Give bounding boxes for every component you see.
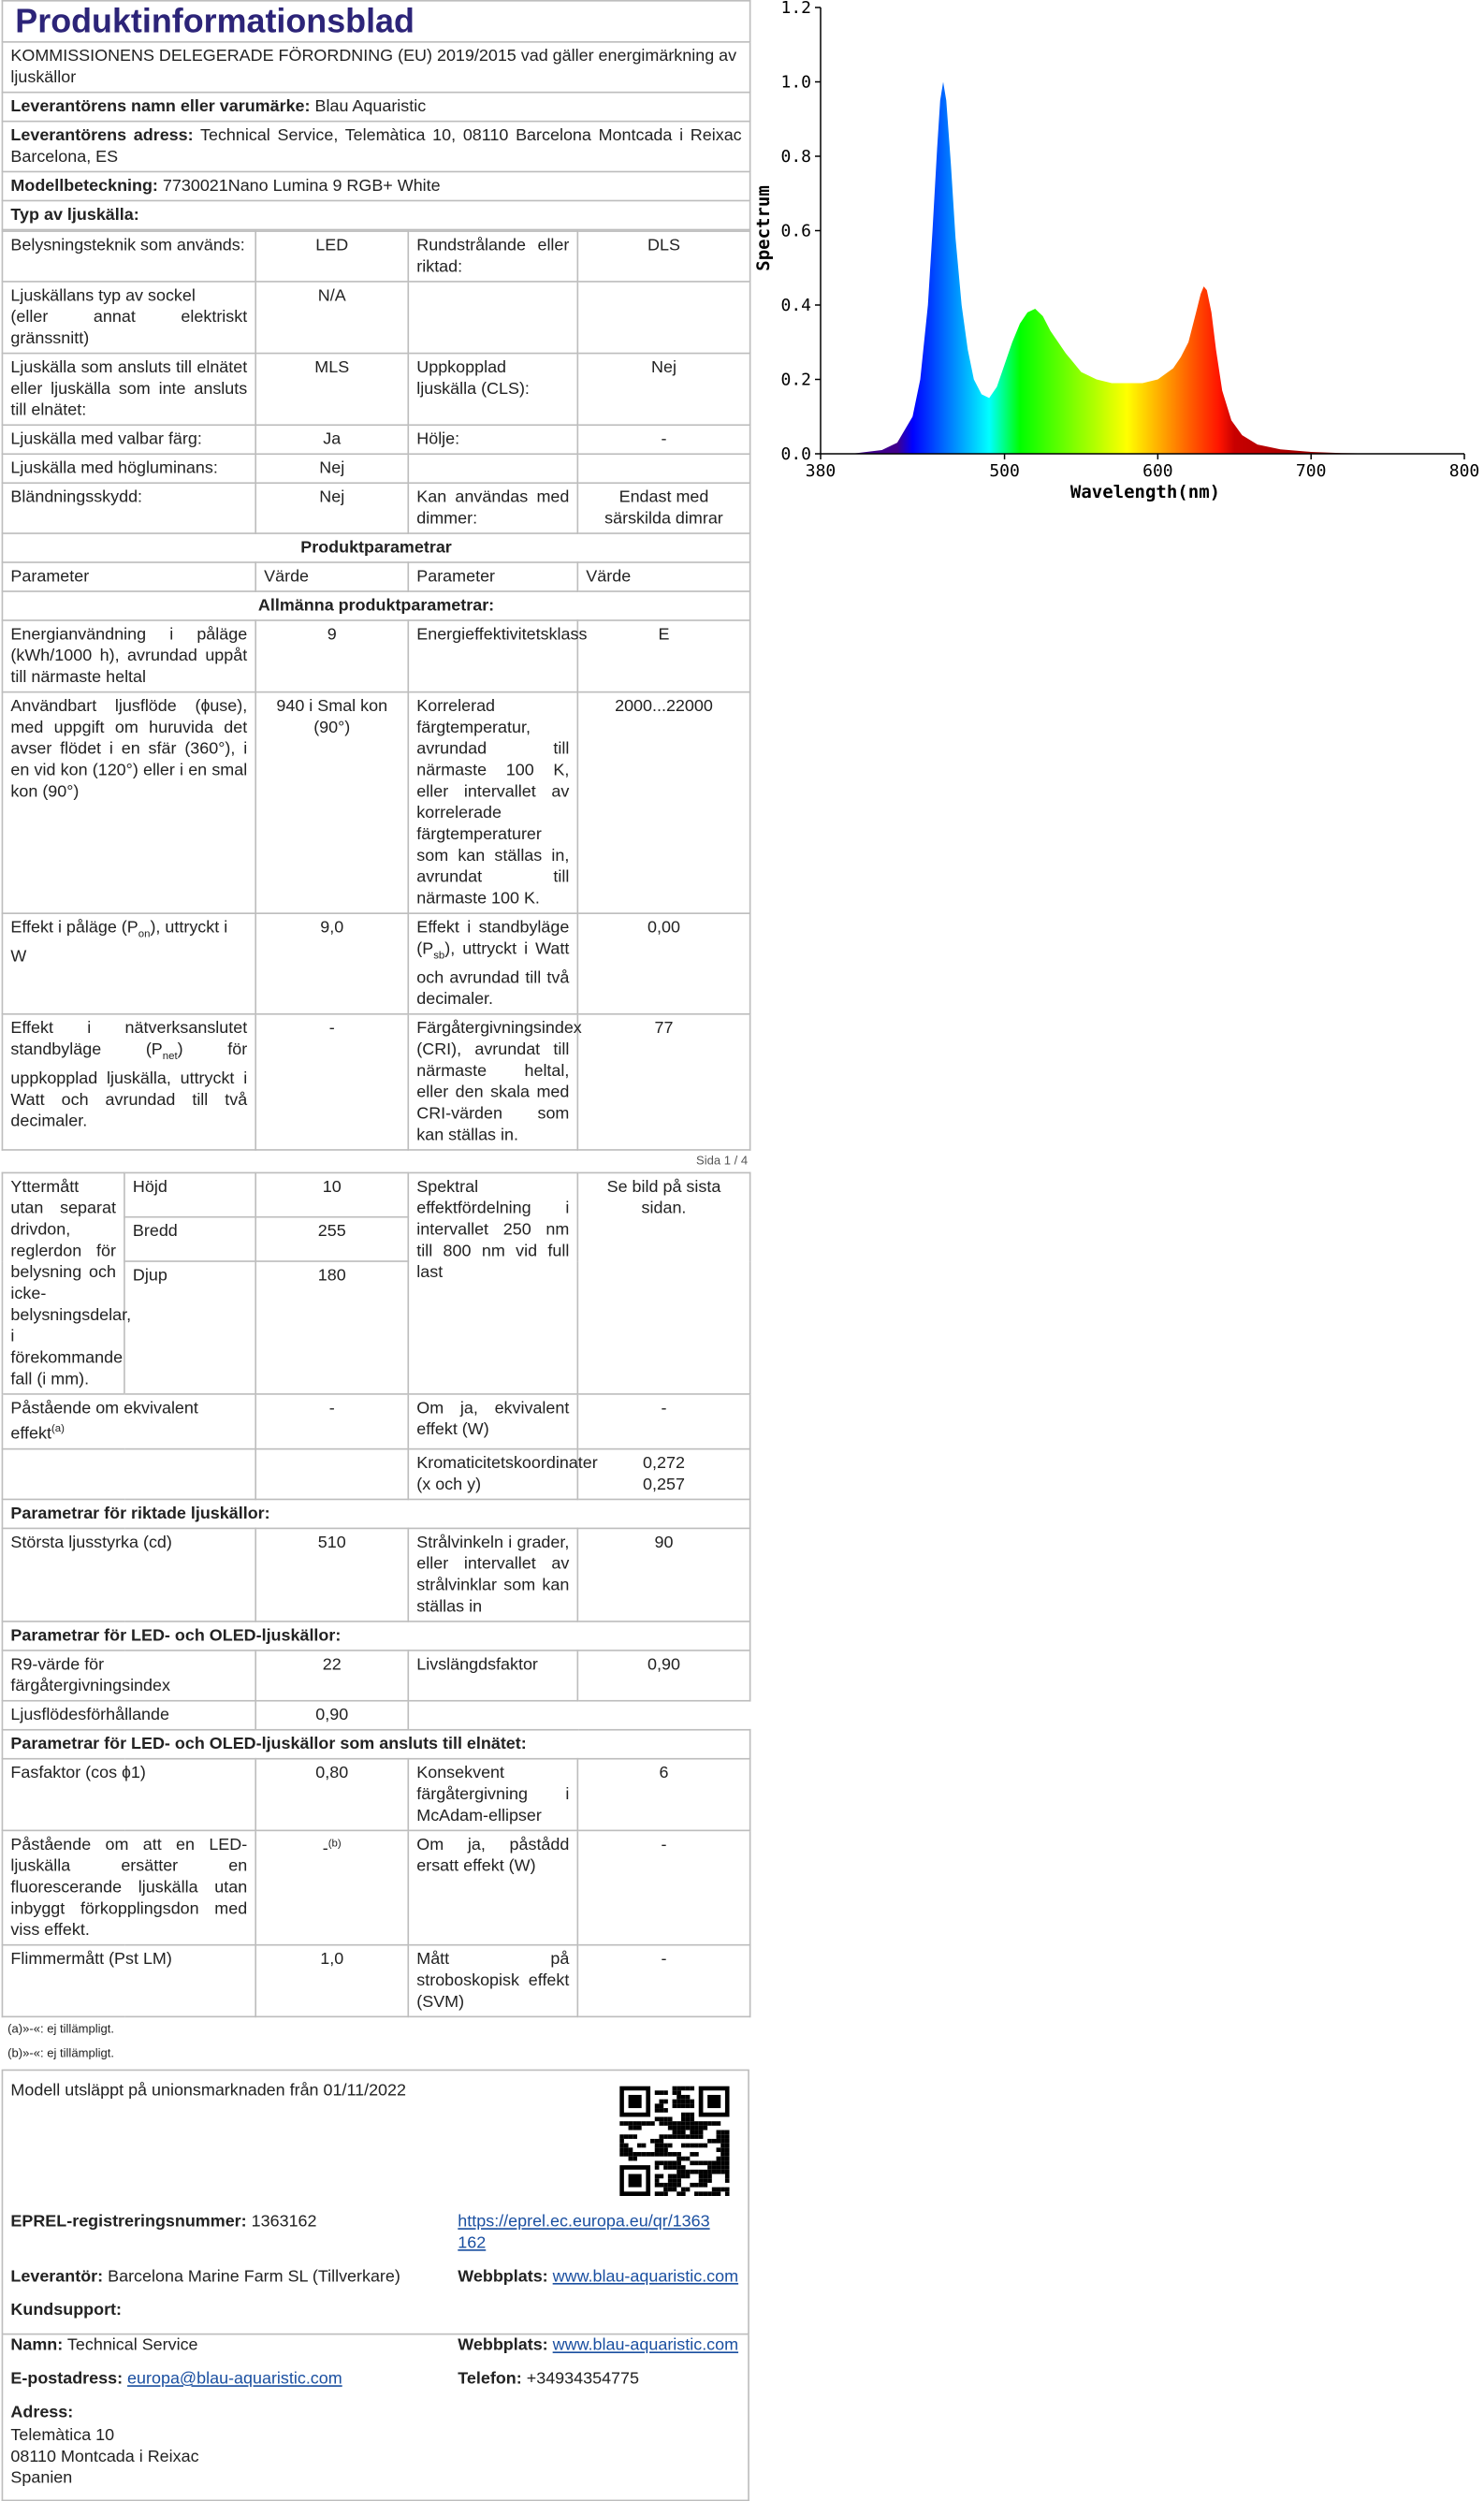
y-tick-label: 0.8 [780, 147, 811, 167]
depth-value: 180 [255, 1261, 408, 1394]
equivalent-claim-label: Påstående om ekvivalent effekt$^{(a)}$ [2, 1394, 255, 1448]
y-tick-label: 0.4 [780, 296, 811, 315]
equivalent-power-value: - [577, 1394, 749, 1448]
led-mains-heading: Parametrar för LED- och OLED-ljuskällor som ansluts till elnätet: [2, 1729, 749, 1758]
dimmer-label: Kan användas med dimmer: [408, 483, 577, 533]
email-link[interactable]: europa@blau-aquaristic.com [127, 2369, 342, 2389]
phone-label: Telefon: [458, 2369, 522, 2389]
support-website-row [458, 2334, 738, 2356]
y-tick-label: 0.0 [780, 444, 811, 464]
power-factor-value: 0,80 [255, 1758, 408, 1830]
page-number: Sida 1 / 4 [696, 1154, 749, 1169]
stroboscopic-value: - [577, 1944, 749, 2016]
socket-label-note: (eller annat elektriskt gränssnitt) [10, 308, 248, 348]
eprel-label: EPREL-registreringsnummer: [10, 2212, 247, 2232]
supplier-address-row [2, 122, 749, 172]
spectral-distribution-label: Spektral effektfördelning i intervallet 250 nm till 800 nm vid full last [408, 1173, 577, 1394]
network-standby-label: Effekt i nätverksanslutet standbyläge $(P_{net})$ för uppkopplad ljuskälla, uttryckt i Watt och avrundad till två decimaler. [2, 1014, 255, 1150]
stroboscopic-label: Mått på stroboskopisk effekt (SVM) [408, 1944, 577, 2016]
cls-value: Nej [577, 354, 749, 426]
directional-heading: Parametrar för riktade ljuskällor: [2, 1499, 749, 1528]
flicker-value: 1,0 [255, 1944, 408, 2016]
color-value: Ja [255, 425, 408, 454]
survival-factor-value: 0,90 [577, 1650, 749, 1701]
supplier-address-value: Technical Service, Telemàtica 10, 08110 Barcelona Montcada i Reixac Barcelona, ES [10, 126, 742, 167]
luminous-flux-label: Användbart ljusflöde (ɸuse), med uppgift om huruvida det avser flödet i en sfär (360°), i en vid kon (120°) eller i en smal kon (90°) [2, 692, 255, 913]
led-heading: Parametrar för LED- och OLED-ljuskällor: [2, 1621, 749, 1650]
peak-intensity-value: 510 [255, 1528, 408, 1621]
tech-label: Belysningsteknik som används: [2, 231, 255, 282]
regulation-text: KOMMISSIONENS DELEGERADE FÖRORDNING (EU) 2019/2015 vad gäller energimärkning av ljuskällor [2, 42, 749, 93]
footnote-b: (b)»-«: ej tillämpligt. [7, 2045, 115, 2060]
on-mode-power-value: 9,0 [255, 913, 408, 1014]
color-label: Ljuskälla med valbar färg: [2, 425, 255, 454]
glare-value: Nej [255, 483, 408, 533]
supplier-name-value: Blau Aquaristic [314, 97, 427, 116]
fluorescent-claim-value: -$^{(b)}$ [255, 1830, 408, 1944]
peak-intensity-label: Största ljusstyrka (cd) [2, 1528, 255, 1621]
model-label: Modellbeteckning: [10, 177, 158, 196]
cct-value: 2000...22000 [577, 692, 749, 913]
support-website-link[interactable]: www.blau-aquaristic.com [552, 2335, 739, 2355]
address-line-2: 08110 Montcada i Reixac [10, 2447, 199, 2466]
y-tick-label: 0.6 [780, 221, 811, 241]
mains-value: MLS [255, 354, 408, 426]
directional-label: Rundstrålande eller riktad: [408, 231, 577, 282]
supplier-label: Leverantör: [10, 2267, 104, 2286]
supplier-name-row [2, 93, 749, 122]
model-value: 7730021Nano Lumina 9 RGB+ White [162, 177, 441, 196]
chromaticity-label: Kromaticitetskoordinater (x och y) [408, 1448, 577, 1499]
cri-value: 77 [577, 1014, 749, 1150]
dimensions-table [2, 1172, 751, 2017]
x-tick-label: 800 [1448, 461, 1480, 481]
network-standby-value: - [255, 1014, 408, 1150]
equivalent-power-label: Om ja, ekvivalent effekt (W) [408, 1394, 577, 1448]
product-parameters-heading: Produktparametrar [2, 533, 749, 562]
spectrum-chart [749, 0, 1484, 524]
market-date: Modell utsläppt på unionsmarknaden från 01/11/2022 [10, 2081, 406, 2101]
spectrum-area [821, 82, 1464, 455]
r9-value: 22 [255, 1650, 408, 1701]
standby-power-label: Effekt i standbyläge $(P_{sb})$, uttryckt i Watt och avrundad till två decimaler. [408, 913, 577, 1014]
address-line-1: Telemàtica 10 [10, 2426, 115, 2445]
address-label: Adress: [10, 2403, 74, 2422]
general-parameters-heading: Allmänna produktparametrar: [2, 591, 749, 620]
socket-label: Ljuskällans typ av sockel [10, 286, 196, 306]
claimed-power-label: Om ja, påstådd ersatt effekt (W) [408, 1830, 577, 1944]
page-title: Produktinformationsblad [2, 1, 749, 42]
y-axis-label: Spectrum [753, 185, 774, 271]
width-label: Bredd [124, 1217, 255, 1261]
footnote-a: (a)»-«: ej tillämpligt. [7, 2021, 115, 2036]
height-value: 10 [255, 1173, 408, 1217]
claimed-power-value: - [577, 1830, 749, 1944]
light-source-type-heading: Typ av ljuskälla: [2, 200, 749, 229]
x-tick-label: 700 [1295, 461, 1327, 481]
plot-area [820, 81, 1464, 455]
website-label: Webbplats: [458, 2267, 548, 2286]
spectral-distribution-value: Se bild på sista sidan. [577, 1173, 749, 1394]
support-name-row [10, 2334, 197, 2356]
support-box [2, 2334, 749, 2501]
tech-value: LED [255, 231, 408, 282]
support-name-value: Technical Service [66, 2335, 198, 2355]
x-tick-label: 380 [805, 461, 837, 481]
chromaticity-value: 0,272 0,257 [577, 1448, 749, 1499]
y-tick-label: 0.2 [780, 370, 811, 390]
x-tick-label: 600 [1142, 461, 1173, 481]
eprel-value: 1363162 [251, 2212, 317, 2232]
market-box [2, 2069, 749, 2334]
directional-value: DLS [577, 231, 749, 282]
support-website-label: Webbplats: [458, 2335, 548, 2355]
beam-angle-label: Strålvinkeln i grader, eller intervallet av strålvinklar som kan ställas in [408, 1528, 577, 1621]
high-luminance-label: Ljuskälla med högluminans: [2, 454, 255, 483]
width-value: 255 [255, 1217, 408, 1261]
colour-consistency-label: Konsekvent färgåtergivning i McAdam-ellipser [408, 1758, 577, 1830]
website-row [458, 2266, 738, 2288]
energy-class-value: E [577, 620, 749, 692]
phone-value: +34934354775 [526, 2369, 639, 2389]
dimmer-value: Endast med särskilda dimrar [577, 483, 749, 533]
survival-factor-label: Livslängdsfaktor [408, 1650, 577, 1701]
model-row [2, 171, 749, 200]
mains-label: Ljuskälla som ansluts till elnätet eller ljuskälla som inte ansluts till elnätet: [2, 354, 255, 426]
flicker-label: Flimmermått (Pst LM) [2, 1944, 255, 2016]
r9-label: R9-värde för färgåtergivningsindex [2, 1650, 255, 1701]
eprel-row [10, 2211, 316, 2232]
website-link[interactable]: www.blau-aquaristic.com [552, 2267, 739, 2286]
energy-label: Energianvändning i påläge (kWh/1000 h), avrundad uppåt till närmaste heltal [2, 620, 255, 692]
y-tick-label: 1.2 [780, 0, 811, 18]
supplier-row [10, 2266, 400, 2288]
socket-cell [2, 282, 255, 354]
supplier-name-label: Leverantörens namn eller varumärke: [10, 97, 311, 116]
email-label: E-postadress: [10, 2369, 124, 2389]
standby-power-value: 0,00 [577, 913, 749, 1014]
lumen-maintenance-value: 0,90 [255, 1700, 408, 1729]
cls-label: Uppkopplad ljuskälla (CLS): [408, 354, 577, 426]
x-tick-label: 500 [989, 461, 1020, 481]
high-luminance-value: Nej [255, 454, 408, 483]
phone-row [458, 2368, 639, 2390]
customer-support-heading: Kundsupport: [10, 2301, 122, 2319]
support-name-label: Namn: [10, 2335, 64, 2355]
casing-value: - [577, 425, 749, 454]
lumen-maintenance-label: Ljusflödesförhållande [2, 1700, 255, 1729]
glare-label: Bländningsskydd: [2, 483, 255, 533]
equivalent-claim-value: - [255, 1394, 408, 1448]
luminous-flux-value: 940 i Smal kon (90°) [255, 692, 408, 913]
email-row [10, 2368, 342, 2390]
col-header-parameter-2: Parameter [408, 562, 577, 591]
depth-label: Djup [124, 1261, 255, 1394]
fluorescent-claim-label: Påstående om att en LED-ljuskälla ersätter en fluorescerande ljuskälla utan inbyggt förkopplingsdon med viss effekt. [2, 1830, 255, 1944]
qr-code [619, 2086, 729, 2195]
on-mode-power-label: Effekt i påläge $(P_{on})$, uttryckt i W [2, 913, 255, 1014]
col-header-value-2: Värde [577, 562, 749, 591]
power-factor-label: Fasfaktor (cos ɸ1) [2, 1758, 255, 1830]
eprel-link[interactable]: https://eprel.ec.europa.eu/qr/1363162 [458, 2212, 710, 2253]
header-table [2, 0, 751, 230]
cct-label: Korrelerad färgtemperatur, avrundad till närmaste 100 K, eller intervallet av korrelerade färgtemperaturer som kan ställas in, avrundat till närmaste 100 K. [408, 692, 577, 913]
supplier-value: Barcelona Marine Farm SL (Tillverkare) [108, 2267, 400, 2286]
y-tick-label: 1.0 [780, 72, 811, 93]
dimensions-label: Yttermått utan separat drivdon, reglerdon för belysning och icke-belysningsdelar, i förekommande fall (i mm). [2, 1173, 124, 1394]
x-axis-label: Wavelength(nm) [1069, 482, 1221, 502]
energy-class-label: Energieffektivitetsklass [408, 620, 577, 692]
colour-consistency-value: 6 [577, 1758, 749, 1830]
address-line-3: Spanien [10, 2468, 73, 2488]
col-header-value: Värde [255, 562, 408, 591]
casing-label: Hölje: [408, 425, 577, 454]
light-source-type-table [2, 230, 751, 1151]
beam-angle-value: 90 [577, 1528, 749, 1621]
height-label: Höjd [124, 1173, 255, 1217]
cri-label: Färgåtergivningsindex (CRI), avrundat till närmaste heltal, eller den skala med CRI-värden som kan ställas in. [408, 1014, 577, 1150]
col-header-parameter: Parameter [2, 562, 255, 591]
socket-value: N/A [255, 282, 408, 354]
energy-value: 9 [255, 620, 408, 692]
supplier-address-label: Leverantörens adress: [10, 126, 194, 145]
